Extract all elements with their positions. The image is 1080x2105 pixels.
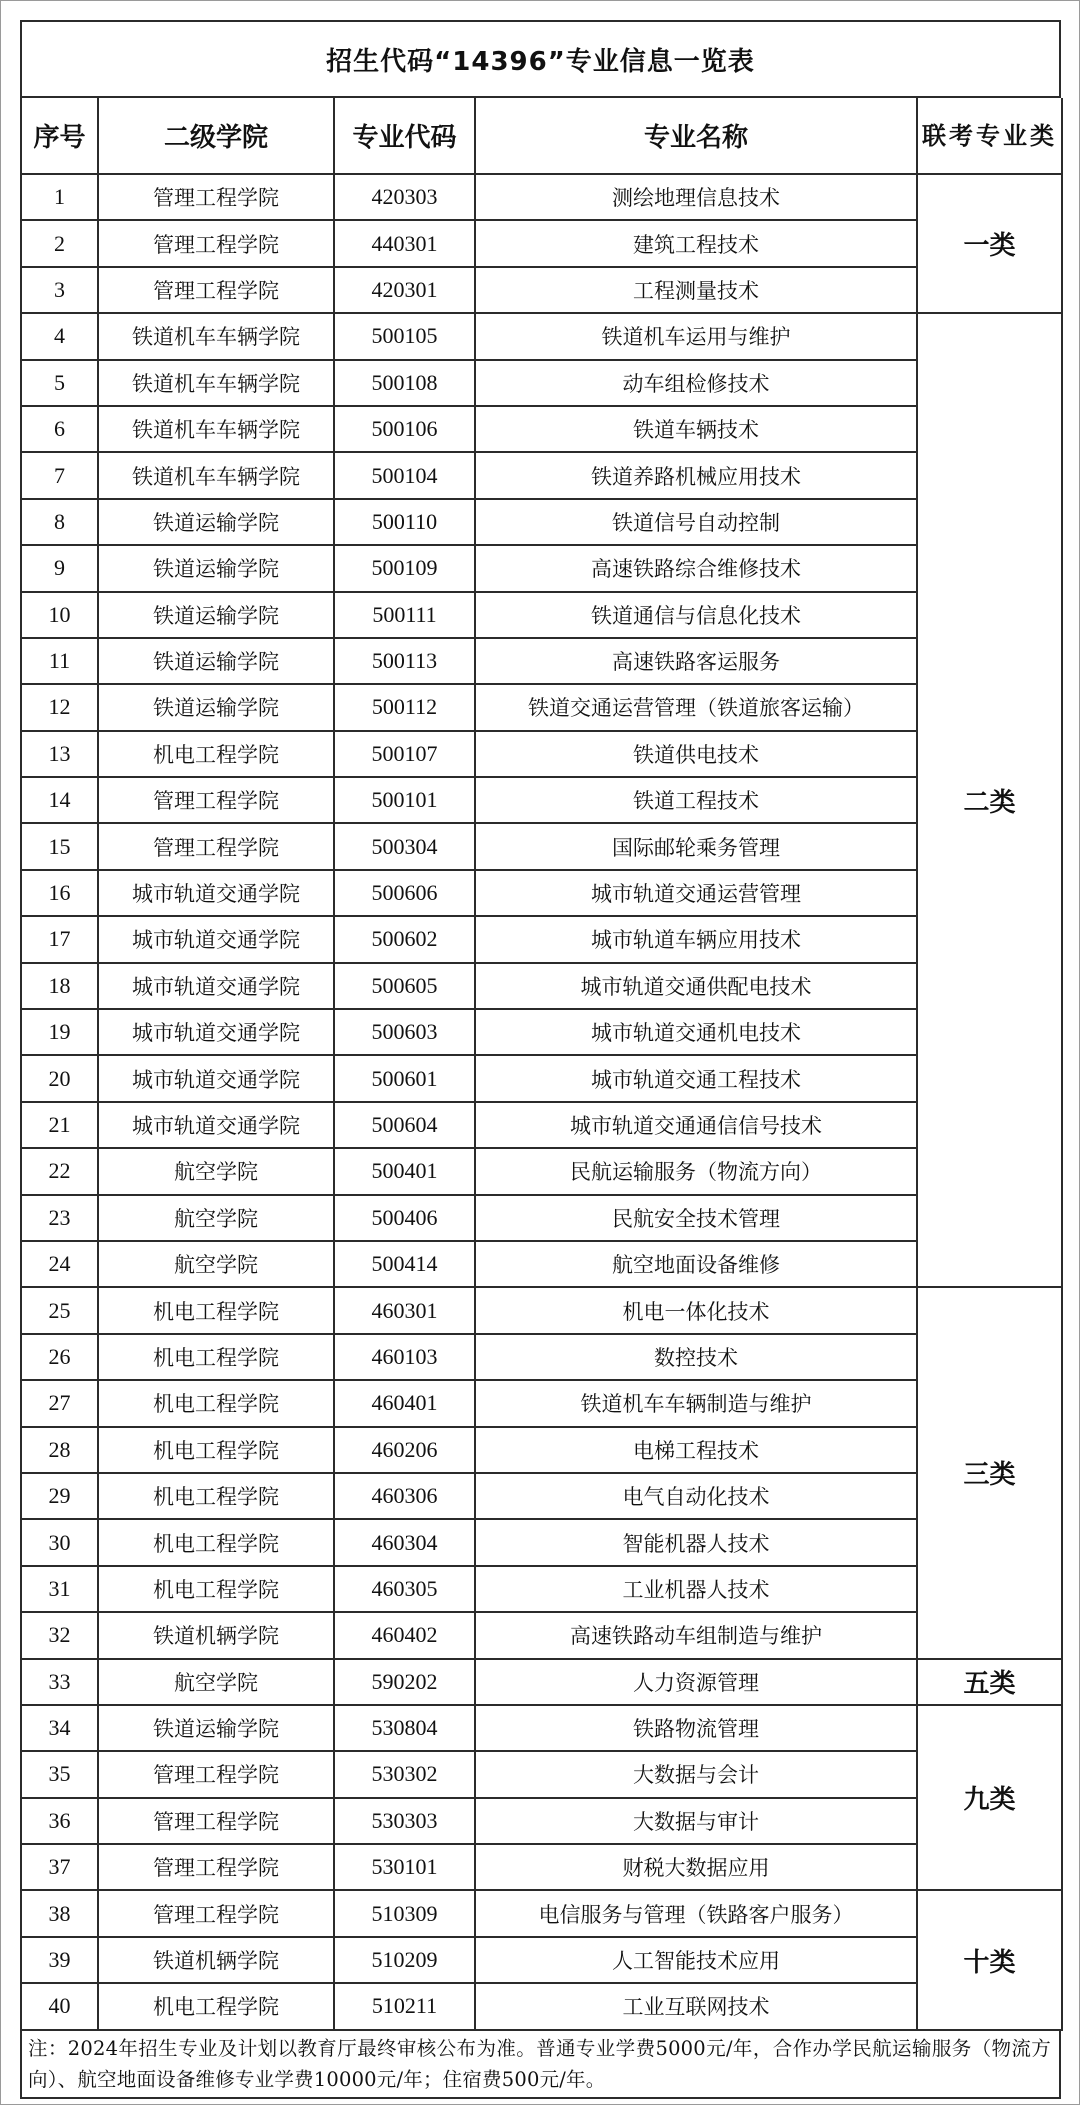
row-college: 机电工程学院 <box>98 1473 334 1519</box>
row-index: 5 <box>21 360 98 406</box>
row-code: 440301 <box>334 220 475 266</box>
row-college: 铁道机辆学院 <box>98 1612 334 1658</box>
row-major-name: 城市轨道交通通信信号技术 <box>475 1102 917 1148</box>
row-code: 500414 <box>334 1241 475 1287</box>
table-row <box>21 1055 1062 1101</box>
row-code: 500401 <box>334 1148 475 1194</box>
row-index: 27 <box>21 1380 98 1426</box>
table-row <box>21 1241 1062 1287</box>
row-index: 23 <box>21 1195 98 1241</box>
row-code: 500304 <box>334 823 475 869</box>
row-major-name: 城市轨道交通运营管理 <box>475 870 917 916</box>
row-index: 7 <box>21 452 98 498</box>
row-code: 500109 <box>334 545 475 591</box>
row-index: 1 <box>21 174 98 220</box>
row-code: 460103 <box>334 1334 475 1380</box>
row-major-name: 城市轨道车辆应用技术 <box>475 916 917 962</box>
row-code: 500104 <box>334 452 475 498</box>
row-college: 管理工程学院 <box>98 1844 334 1890</box>
row-major-name: 国际邮轮乘务管理 <box>475 823 917 869</box>
row-major-name: 大数据与会计 <box>475 1751 917 1797</box>
row-major-name: 机电一体化技术 <box>475 1287 917 1333</box>
table-row <box>21 1195 1062 1241</box>
row-code: 500105 <box>334 313 475 359</box>
row-code: 510309 <box>334 1890 475 1936</box>
table-row <box>21 1148 1062 1194</box>
row-major-name: 工业互联网技术 <box>475 1983 917 2029</box>
row-major-name: 铁路物流管理 <box>475 1705 917 1751</box>
row-college: 航空学院 <box>98 1195 334 1241</box>
table-row <box>21 1427 1062 1473</box>
row-major-name: 智能机器人技术 <box>475 1519 917 1565</box>
row-college: 城市轨道交通学院 <box>98 1009 334 1055</box>
row-index: 38 <box>21 1890 98 1936</box>
row-code: 530804 <box>334 1705 475 1751</box>
row-code: 530101 <box>334 1844 475 1890</box>
row-index: 39 <box>21 1937 98 1983</box>
table-row <box>21 1566 1062 1612</box>
row-major-name: 电气自动化技术 <box>475 1473 917 1519</box>
table-row <box>21 1659 1062 1705</box>
row-major-name: 人力资源管理 <box>475 1659 917 1705</box>
row-major-name: 电信服务与管理（铁路客户服务） <box>475 1890 917 1936</box>
row-major-name: 人工智能技术应用 <box>475 1937 917 1983</box>
row-index: 17 <box>21 916 98 962</box>
row-code: 510209 <box>334 1937 475 1983</box>
row-college: 管理工程学院 <box>98 823 334 869</box>
row-code: 460301 <box>334 1287 475 1333</box>
table-row <box>21 1612 1062 1658</box>
row-code: 510211 <box>334 1983 475 2029</box>
table-row <box>21 963 1062 1009</box>
row-college: 铁道机车车辆学院 <box>98 406 334 452</box>
row-college: 管理工程学院 <box>98 1751 334 1797</box>
row-index: 25 <box>21 1287 98 1333</box>
row-code: 460401 <box>334 1380 475 1426</box>
row-code: 500113 <box>334 638 475 684</box>
row-college: 机电工程学院 <box>98 731 334 777</box>
row-college: 铁道运输学院 <box>98 545 334 591</box>
table-row <box>21 1844 1062 1890</box>
row-college: 城市轨道交通学院 <box>98 1102 334 1148</box>
table-body <box>21 174 1062 2030</box>
row-major-name: 电梯工程技术 <box>475 1427 917 1473</box>
major-table <box>20 98 1063 2031</box>
row-code: 500604 <box>334 1102 475 1148</box>
row-index: 15 <box>21 823 98 869</box>
table-row <box>21 1890 1062 1936</box>
row-college: 管理工程学院 <box>98 777 334 823</box>
row-code: 500606 <box>334 870 475 916</box>
row-code: 420303 <box>334 174 475 220</box>
row-major-name: 航空地面设备维修 <box>475 1241 917 1287</box>
row-code: 460306 <box>334 1473 475 1519</box>
table-row <box>21 1009 1062 1055</box>
row-index: 36 <box>21 1798 98 1844</box>
row-college: 铁道运输学院 <box>98 684 334 730</box>
table-row <box>21 684 1062 730</box>
row-code: 590202 <box>334 1659 475 1705</box>
row-major-name: 城市轨道交通供配电技术 <box>475 963 917 1009</box>
row-index: 10 <box>21 592 98 638</box>
row-index: 18 <box>21 963 98 1009</box>
row-college: 机电工程学院 <box>98 1983 334 2029</box>
row-code: 500602 <box>334 916 475 962</box>
row-index: 2 <box>21 220 98 266</box>
table-row <box>21 267 1062 313</box>
row-major-name: 铁道机车运用与维护 <box>475 313 917 359</box>
row-code: 500112 <box>334 684 475 730</box>
row-major-name: 高速铁路客运服务 <box>475 638 917 684</box>
row-code: 500605 <box>334 963 475 1009</box>
table-row <box>21 638 1062 684</box>
row-major-name: 铁道机车车辆制造与维护 <box>475 1380 917 1426</box>
row-code: 500111 <box>334 592 475 638</box>
row-college: 城市轨道交通学院 <box>98 916 334 962</box>
header-row <box>21 98 1062 174</box>
row-index: 8 <box>21 499 98 545</box>
row-index: 19 <box>21 1009 98 1055</box>
table-row <box>21 1380 1062 1426</box>
row-index: 11 <box>21 638 98 684</box>
row-index: 22 <box>21 1148 98 1194</box>
table-row <box>21 452 1062 498</box>
row-college: 铁道机车车辆学院 <box>98 360 334 406</box>
row-college: 铁道运输学院 <box>98 638 334 684</box>
row-code: 500101 <box>334 777 475 823</box>
row-college: 管理工程学院 <box>98 267 334 313</box>
row-major-name: 大数据与审计 <box>475 1798 917 1844</box>
row-college: 铁道运输学院 <box>98 592 334 638</box>
table-row <box>21 1983 1062 2029</box>
row-college: 管理工程学院 <box>98 1798 334 1844</box>
row-major-name: 铁道通信与信息化技术 <box>475 592 917 638</box>
row-code: 500603 <box>334 1009 475 1055</box>
row-major-name: 铁道工程技术 <box>475 777 917 823</box>
table-row <box>21 406 1062 452</box>
footnote: 注：2024年招生专业及计划以教育厅最终审核公布为准。普通专业学费5000元/年，合作办学民航运输服务（物流方向）、航空地面设备维修专业学费10000元/年；住宿费500元/年。 <box>20 2031 1061 2099</box>
table-row <box>21 1705 1062 1751</box>
row-major-name: 财税大数据应用 <box>475 1844 917 1890</box>
row-major-name: 民航运输服务（物流方向） <box>475 1148 917 1194</box>
row-category: 二类 <box>917 313 1062 1287</box>
row-index: 35 <box>21 1751 98 1797</box>
row-category: 九类 <box>917 1705 1062 1891</box>
table-row <box>21 1798 1062 1844</box>
row-major-name: 数控技术 <box>475 1334 917 1380</box>
row-index: 24 <box>21 1241 98 1287</box>
row-college: 机电工程学院 <box>98 1380 334 1426</box>
table-row <box>21 1287 1062 1333</box>
table-row <box>21 1334 1062 1380</box>
row-index: 31 <box>21 1566 98 1612</box>
row-major-name: 铁道交通运营管理（铁道旅客运输） <box>475 684 917 730</box>
row-code: 420301 <box>334 267 475 313</box>
row-category: 一类 <box>917 174 1062 313</box>
row-major-name: 城市轨道交通机电技术 <box>475 1009 917 1055</box>
row-college: 机电工程学院 <box>98 1334 334 1380</box>
row-index: 14 <box>21 777 98 823</box>
table-row <box>21 592 1062 638</box>
row-index: 20 <box>21 1055 98 1101</box>
row-category: 十类 <box>917 1890 1062 2029</box>
row-index: 29 <box>21 1473 98 1519</box>
header-code: 专业代码 <box>334 98 475 174</box>
row-code: 460304 <box>334 1519 475 1565</box>
row-major-name: 铁道养路机械应用技术 <box>475 452 917 498</box>
row-college: 铁道机车车辆学院 <box>98 313 334 359</box>
table-row <box>21 499 1062 545</box>
row-major-name: 建筑工程技术 <box>475 220 917 266</box>
row-college: 机电工程学院 <box>98 1427 334 1473</box>
row-major-name: 铁道供电技术 <box>475 731 917 777</box>
row-code: 460206 <box>334 1427 475 1473</box>
row-code: 460305 <box>334 1566 475 1612</box>
table-row <box>21 1937 1062 1983</box>
table-row <box>21 1751 1062 1797</box>
row-college: 铁道机车车辆学院 <box>98 452 334 498</box>
table-row <box>21 1519 1062 1565</box>
row-college: 机电工程学院 <box>98 1519 334 1565</box>
row-index: 40 <box>21 1983 98 2029</box>
row-category: 五类 <box>917 1659 1062 1705</box>
table-row <box>21 313 1062 359</box>
row-index: 34 <box>21 1705 98 1751</box>
row-code: 500601 <box>334 1055 475 1101</box>
row-code: 500406 <box>334 1195 475 1241</box>
header-category: 联考专业类 <box>917 98 1062 174</box>
row-code: 500106 <box>334 406 475 452</box>
row-index: 37 <box>21 1844 98 1890</box>
row-major-name: 城市轨道交通工程技术 <box>475 1055 917 1101</box>
row-college: 航空学院 <box>98 1659 334 1705</box>
row-major-name: 工程测量技术 <box>475 267 917 313</box>
row-index: 32 <box>21 1612 98 1658</box>
row-college: 航空学院 <box>98 1148 334 1194</box>
row-major-name: 工业机器人技术 <box>475 1566 917 1612</box>
row-index: 28 <box>21 1427 98 1473</box>
row-index: 16 <box>21 870 98 916</box>
row-code: 530302 <box>334 1751 475 1797</box>
row-code: 460402 <box>334 1612 475 1658</box>
table-row <box>21 823 1062 869</box>
row-college: 管理工程学院 <box>98 174 334 220</box>
row-index: 4 <box>21 313 98 359</box>
row-college: 铁道机辆学院 <box>98 1937 334 1983</box>
table-row <box>21 360 1062 406</box>
row-code: 500108 <box>334 360 475 406</box>
header-index: 序号 <box>21 98 98 174</box>
row-college: 管理工程学院 <box>98 220 334 266</box>
header-college: 二级学院 <box>98 98 334 174</box>
table-row <box>21 916 1062 962</box>
row-college: 铁道运输学院 <box>98 499 334 545</box>
row-index: 21 <box>21 1102 98 1148</box>
major-info-sheet <box>20 20 1061 2099</box>
row-college: 城市轨道交通学院 <box>98 870 334 916</box>
row-major-name: 高速铁路综合维修技术 <box>475 545 917 591</box>
table-row <box>21 731 1062 777</box>
row-index: 30 <box>21 1519 98 1565</box>
row-major-name: 民航安全技术管理 <box>475 1195 917 1241</box>
row-index: 13 <box>21 731 98 777</box>
table-row <box>21 1102 1062 1148</box>
row-college: 航空学院 <box>98 1241 334 1287</box>
row-college: 城市轨道交通学院 <box>98 963 334 1009</box>
table-row <box>21 545 1062 591</box>
row-major-name: 铁道信号自动控制 <box>475 499 917 545</box>
table-row <box>21 220 1062 266</box>
row-index: 6 <box>21 406 98 452</box>
row-index: 3 <box>21 267 98 313</box>
row-major-name: 测绘地理信息技术 <box>475 174 917 220</box>
table-row <box>21 174 1062 220</box>
row-index: 26 <box>21 1334 98 1380</box>
row-major-name: 高速铁路动车组制造与维护 <box>475 1612 917 1658</box>
row-major-name: 铁道车辆技术 <box>475 406 917 452</box>
row-index: 12 <box>21 684 98 730</box>
table-title: 招生代码“14396”专业信息一览表 <box>20 20 1061 98</box>
table-row <box>21 870 1062 916</box>
header-name: 专业名称 <box>475 98 917 174</box>
row-code: 500107 <box>334 731 475 777</box>
row-college: 机电工程学院 <box>98 1566 334 1612</box>
table-row <box>21 1473 1062 1519</box>
row-college: 城市轨道交通学院 <box>98 1055 334 1101</box>
row-college: 管理工程学院 <box>98 1890 334 1936</box>
row-college: 机电工程学院 <box>98 1287 334 1333</box>
row-index: 9 <box>21 545 98 591</box>
table-row <box>21 777 1062 823</box>
row-college: 铁道运输学院 <box>98 1705 334 1751</box>
row-code: 530303 <box>334 1798 475 1844</box>
row-category: 三类 <box>917 1287 1062 1658</box>
row-code: 500110 <box>334 499 475 545</box>
row-index: 33 <box>21 1659 98 1705</box>
row-major-name: 动车组检修技术 <box>475 360 917 406</box>
